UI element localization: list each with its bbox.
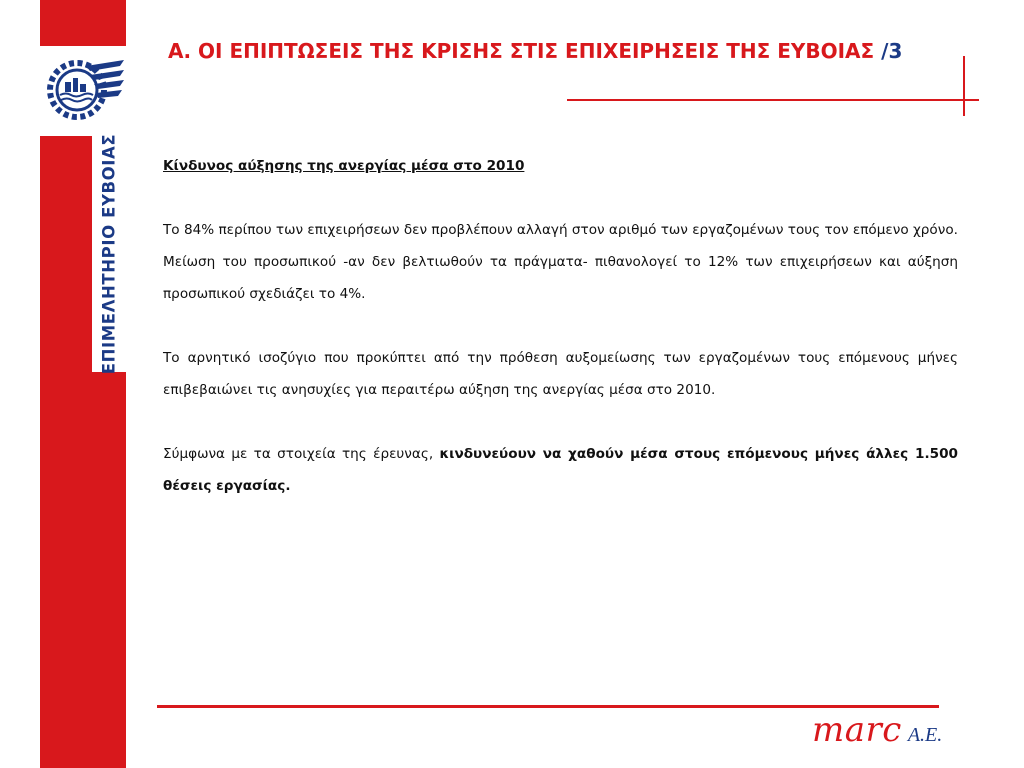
slide-content [163,150,958,534]
brand-logo [812,710,942,750]
chamber-logo-icon [40,46,126,134]
org-name-vertical: ΕΠΙΜΕΛΗΤΗΡΙΟ ΕΥΒΟΙΑΣ [99,133,119,375]
page-number: /3 [881,39,903,63]
paragraph-2: Το αρνητικό ισοζύγιο που προκύπτει από την πρόθεση αυξομείωσης των εργαζομένων τους επόμενους μήνες επιβεβαιώνει τις ανησυχίες για περαιτέρω αύξηση της ανεργίας μέσα στο 2010. [163,350,958,398]
page-title [168,39,948,63]
chamber-logo-graphic [40,46,126,134]
paragraph-3 [163,438,958,502]
section-subtitle: Κίνδυνος αύξησης της ανεργίας μέσα στο 2010 [163,158,525,174]
paragraph-1: Το 84% περίπου των επιχειρήσεων δεν προβλέπουν αλλαγή στον αριθμό των εργαζομένων τους τον επόμενο χρόνο. Μείωση του προσωπικού -αν δεν βελτιωθούν τα πράγματα- πιθανολογεί το 12% των επιχειρήσεων και αύξηση προσωπικού σχεδιάζει το 4%. [163,222,958,302]
title-underline [567,99,979,101]
paragraph-3-intro: Σύμφωνα με τα στοιχεία της έρευνας, [163,446,440,462]
left-red-bar-top [40,0,126,46]
title-tick-mark [963,56,965,116]
brand-name: marc [812,710,902,750]
footer-divider [157,705,939,708]
paragraph-3-highlight: κινδυνεύουν να χαθούν μέσα στους επόμενους μήνες άλλες 1.500 θέσεις εργασίας. [163,446,958,494]
brand-suffix: Α.Ε. [907,724,943,746]
page-title-text: Α. ΟΙ ΕΠΙΠΤΩΣΕΙΣ ΤΗΣ ΚΡΙΣΗΣ ΣΤΙΣ ΕΠΙΧΕΙΡΗΣΕΙΣ ΤΗΣ ΕΥΒΟΙΑΣ [168,39,875,63]
